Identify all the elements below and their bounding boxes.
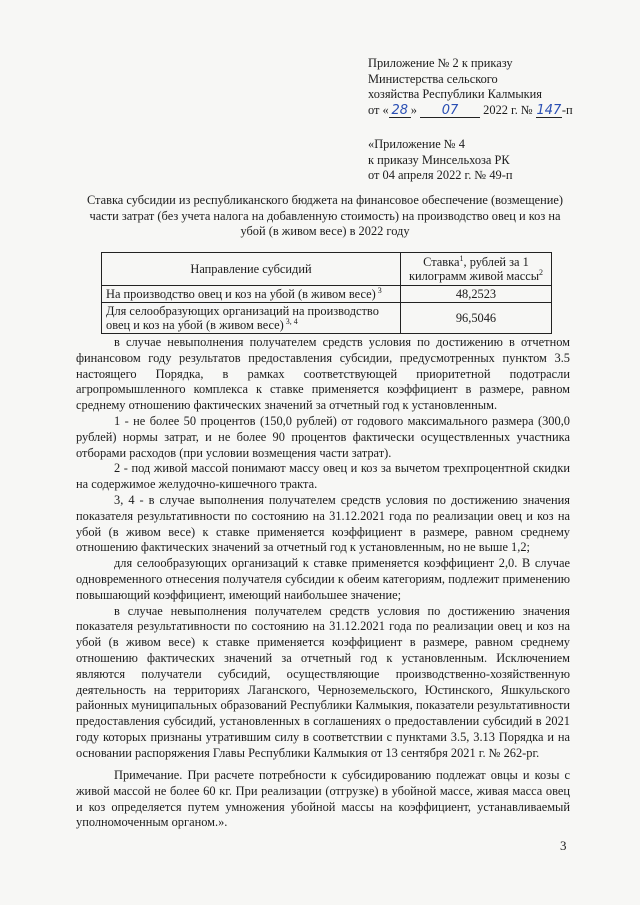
footnote-mark-1: 1 <box>459 253 464 263</box>
footnote-mark: 3 <box>375 285 382 295</box>
row-direction <box>102 303 401 334</box>
handwritten-day: 28 <box>389 104 411 118</box>
header-direction: Направление субсидий <box>102 253 401 286</box>
approval-stamp-block <box>368 56 628 118</box>
header-rate-text-b: , рублей за 1 килограмм живой массы <box>408 255 540 283</box>
handwritten-month: 07 <box>420 104 480 118</box>
direction-text: Для селообразующих организаций на производство овец и коз на убой (в живом весе) <box>106 304 379 332</box>
body-text <box>76 335 570 762</box>
table-row <box>102 286 552 303</box>
document-title: Ставка субсидии из республиканского бюджета на финансовое обеспечение (возмещение) части затрат (без учета налога на добавленную стоимость) на производство овец и коз на убой (в живом весе) в 2022 году <box>86 193 564 239</box>
note-paragraph: Примечание. При расчете потребности к субсидированию подлежат овцы и козы с живой массой не более 60 кг. При реализации (отгрузке) в убойной массе, живая масса овец и коз определяется путем умножения убойной массы на коэффициент, устанавливаемый уполномоченным органом.». <box>76 768 570 830</box>
note-section <box>76 768 570 831</box>
date-prefix: от « <box>368 102 389 117</box>
year-text: 2022 г. № <box>483 102 533 117</box>
annex-line-1: «Приложение № 4 <box>368 137 465 151</box>
number-suffix: -п <box>561 102 573 117</box>
approval-date-line <box>368 103 628 119</box>
approval-line-3: хозяйства Республики Калмыкия <box>368 87 543 102</box>
page-number: 3 <box>560 838 567 853</box>
paragraph: в случае невыполнения получателем средств условия по достижению значения показателя результативности по состоянию на 31.12.2021 года по реализации овец и коз на убой (в живом весе) к ставке применяется коэффициент в размере, равном среднему отношению фактических значений за отчетный год к установленным. Исключением являются получатели субсидий, осуществляющие производственно-хозяйственную деятельность на территориях Лаганского, Черноземельского, Юстинского, Яшкульского районных муниципальных образований Республики Калмыкия, показатели результативности предоставления субсидий, установленных в соглашениях о предоставлении субсидий в 2021 году которых признаны утратившим силу в соответствии с пунктами 3.5, 3.13 Порядка и на основании распоряжения Главы Республики Калмыкия от 13 сентября 2021 г. № 262-рг. <box>76 603 570 760</box>
paragraph: 3, 4 - в случае выполнения получателем средств условия по достижению значения показателя результативности по состоянию на 31.12.2021 года по реализации овец и коз на убой (в живом весе) к ставке применяется коэффициент в размере, равном среднему отношению фактических значений за отчетный год к установленным, но не выше 1,2; <box>76 492 570 555</box>
approval-line-2: Министерства сельского <box>368 71 498 86</box>
footnote-mark-2: 2 <box>539 267 544 277</box>
paragraph: 1 - не более 50 процентов (150,0 рублей) от годового максимального размера (300,0 рублей) нормы затрат, и не более 90 процентов фактически осуществленных участника отборами расходов (при условии возмещения части затрат). <box>76 413 570 460</box>
paragraph: в случае невыполнения получателем средств условия по достижению в отчетном финансовом году результатов предоставления субсидии, предусмотренных пунктом 3.5 настоящего Порядка, в рамках соответствующей приоритетной подотрасли агропромышленного комплекса к ставке применяется коэффициент в размере, равном среднему отношению фактических значений за отчетный год к установленным. <box>76 335 570 413</box>
direction-text: На производство овец и коз на убой (в живом весе) <box>106 287 376 301</box>
row-rate: 96,5046 <box>401 303 552 334</box>
footnote-mark: 3, 4 <box>283 316 298 326</box>
header-rate-text-a: Ставка <box>423 255 460 269</box>
row-rate: 48,2523 <box>401 286 552 303</box>
table-header-row <box>102 253 552 286</box>
paragraph: для селообразующих организаций к ставке применяется коэффициент 2,0. В случае одновременного отнесения получателя субсидии к обеим категориям, подлежит применению повышающий коэффициент, имеющий наибольшее значение; <box>76 556 570 602</box>
subsidy-rate-table <box>101 252 552 334</box>
annex-header <box>368 137 628 184</box>
handwritten-number: 147 <box>536 102 562 118</box>
annex-line-3: от 04 апреля 2022 г. № 49-п <box>368 168 513 183</box>
quote-close: » <box>410 102 417 117</box>
annex-line-2: к приказу Минсельхоза РК <box>368 152 510 167</box>
header-rate <box>401 253 552 286</box>
table-row <box>102 303 552 334</box>
approval-line-1: Приложение № 2 к приказу <box>368 56 513 70</box>
paragraph: 2 - под живой массой понимают массу овец и коз за вычетом трехпроцентной скидки на содержимое желудочно-кишечного тракта. <box>76 461 570 492</box>
row-direction <box>102 286 401 303</box>
